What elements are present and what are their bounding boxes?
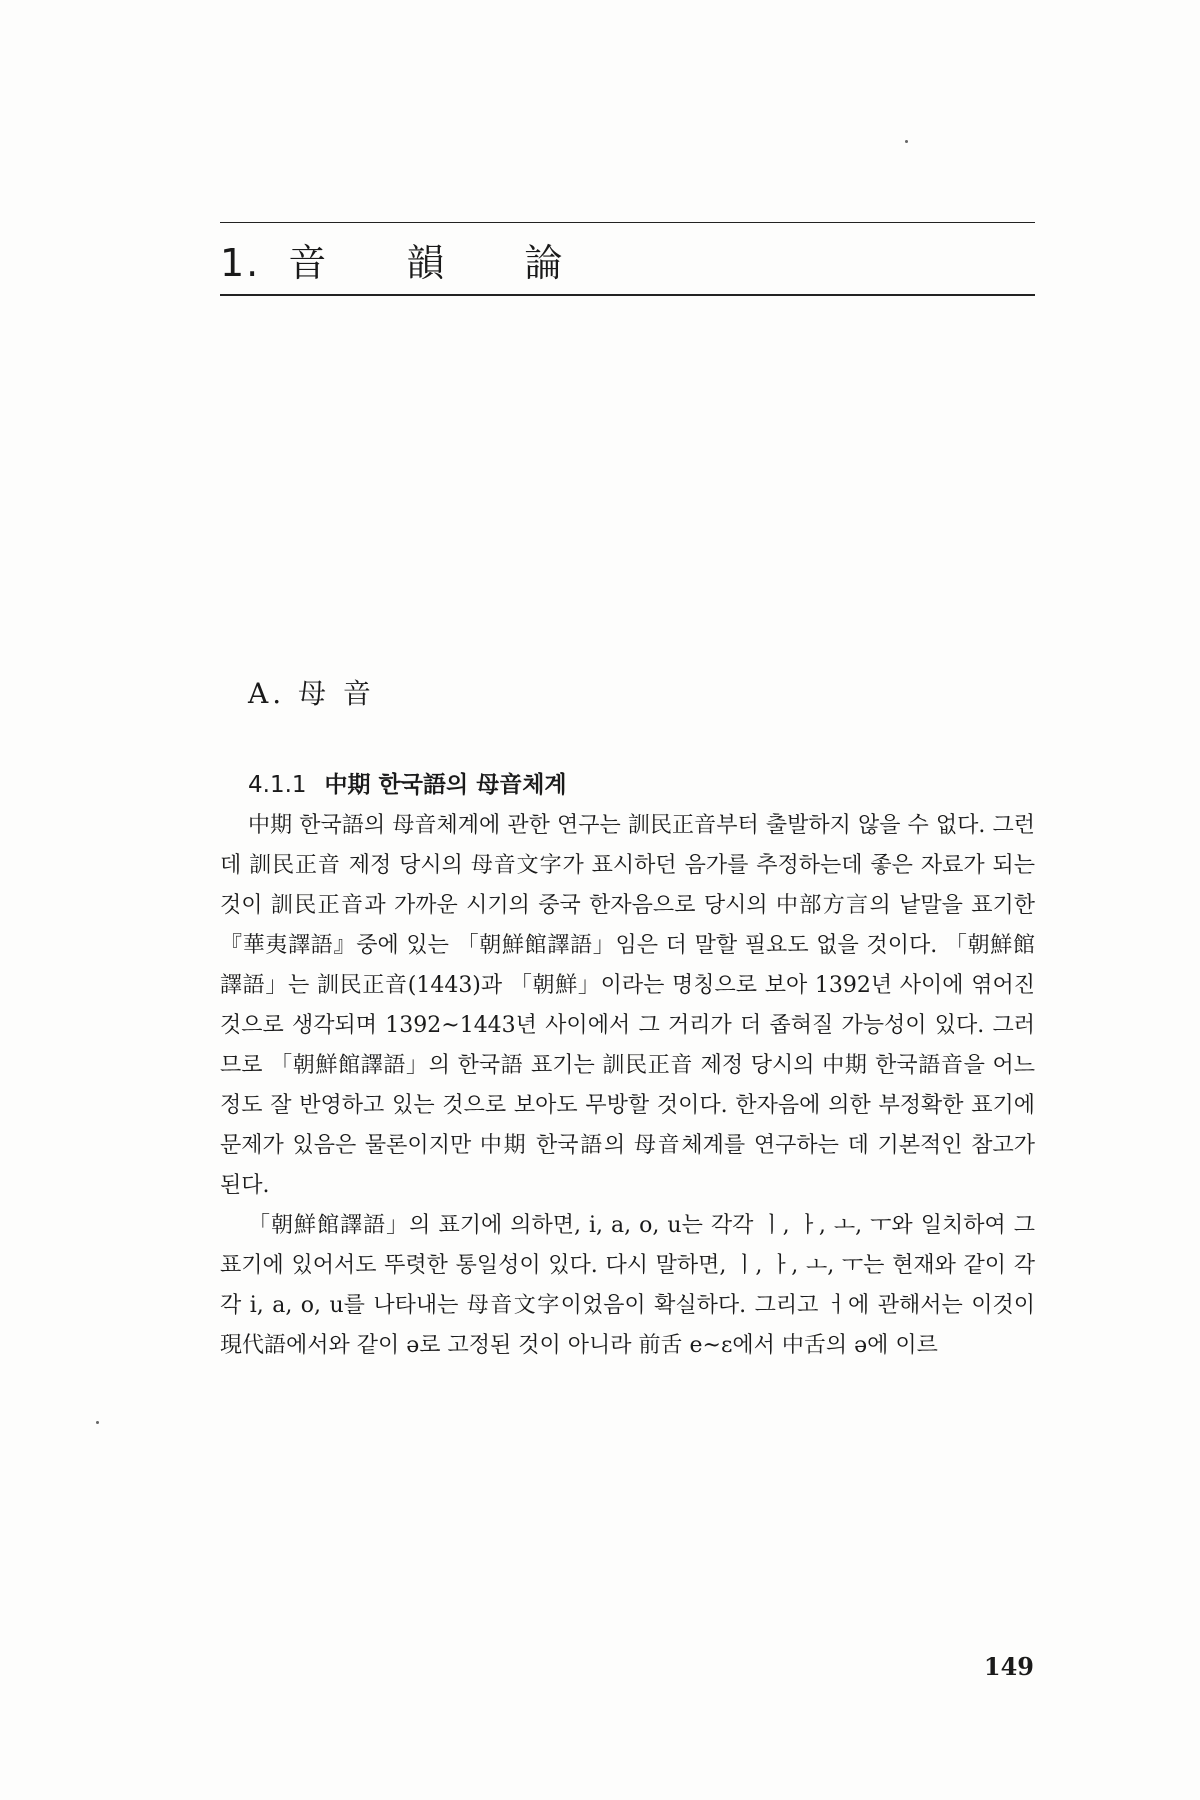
section-heading: A. 母 音	[248, 677, 375, 710]
body-text	[220, 806, 1035, 1366]
paragraph: 「朝鮮館譯語」의 표기에 의하면, i, a, o, u는 각각 ㅣ, ㅏ, ㅗ, ㅜ와 일치하여 그 표기에 있어서도 뚜렷한 통일성이 있다. 다시 말하면, ㅣ, ㅏ, ㅗ, ㅜ는 현재와 같이 각각 i, a, o, u를 나타내는 母音文字이었음이 확실하다. 그리고 ㅓ에 관해서는 이것이 現代語에서와 같이 ə로 고정된 것이 아니라 前舌 e~ε에서 中舌의 ə에 이르	[220, 1213, 1035, 1358]
chapter-heading	[220, 232, 1035, 294]
heading-rule-top	[220, 222, 1035, 223]
chapter-title: 音 韻 論	[288, 241, 583, 285]
paragraph: 中期 한국語의 母音체계에 관한 연구는 訓民正音부터 출발하지 않을 수 없다. 그런데 訓民正音 제정 당시의 母音文字가 표시하던 음가를 추정하는데 좋은 자료가 되는 것이 訓民正音과 가까운 시기의 중국 한자음으로 당시의 中部方言의 낱말을 표기한 『華夷譯語』중에 있는 「朝鮮館譯語」임은 더 말할 필요도 없을 것이다. 「朝鮮館譯語」는 訓民正音(1443)과 「朝鮮」이라는 명칭으로 보아 1392년 사이에 엮어진 것으로 생각되며 1392~1443년 사이에서 그 거리가 더 좁혀질 가능성이 있다. 그러므로 「朝鮮館譯語」의 한국語 표기는 訓民正音 제정 당시의 中期 한국語音을 어느 정도 잘 반영하고 있는 것으로 보아도 무방할 것이다. 한자음에 의한 부정확한 표기에 문제가 있음은 물론이지만 中期 한국語의 母音체계를 연구하는 데 기본적인 참고가 된다.	[220, 813, 1035, 1198]
chapter-number: 1.	[220, 241, 261, 285]
heading-rule-bottom	[220, 294, 1035, 296]
subsection-heading	[248, 766, 567, 799]
scan-speck	[96, 1421, 99, 1424]
subsection-title: 中期 한국語의 母音체계	[324, 772, 567, 798]
subsection-number: 4.1.1	[248, 772, 307, 798]
page-number: 149	[983, 1652, 1034, 1681]
scan-speck	[905, 140, 908, 143]
